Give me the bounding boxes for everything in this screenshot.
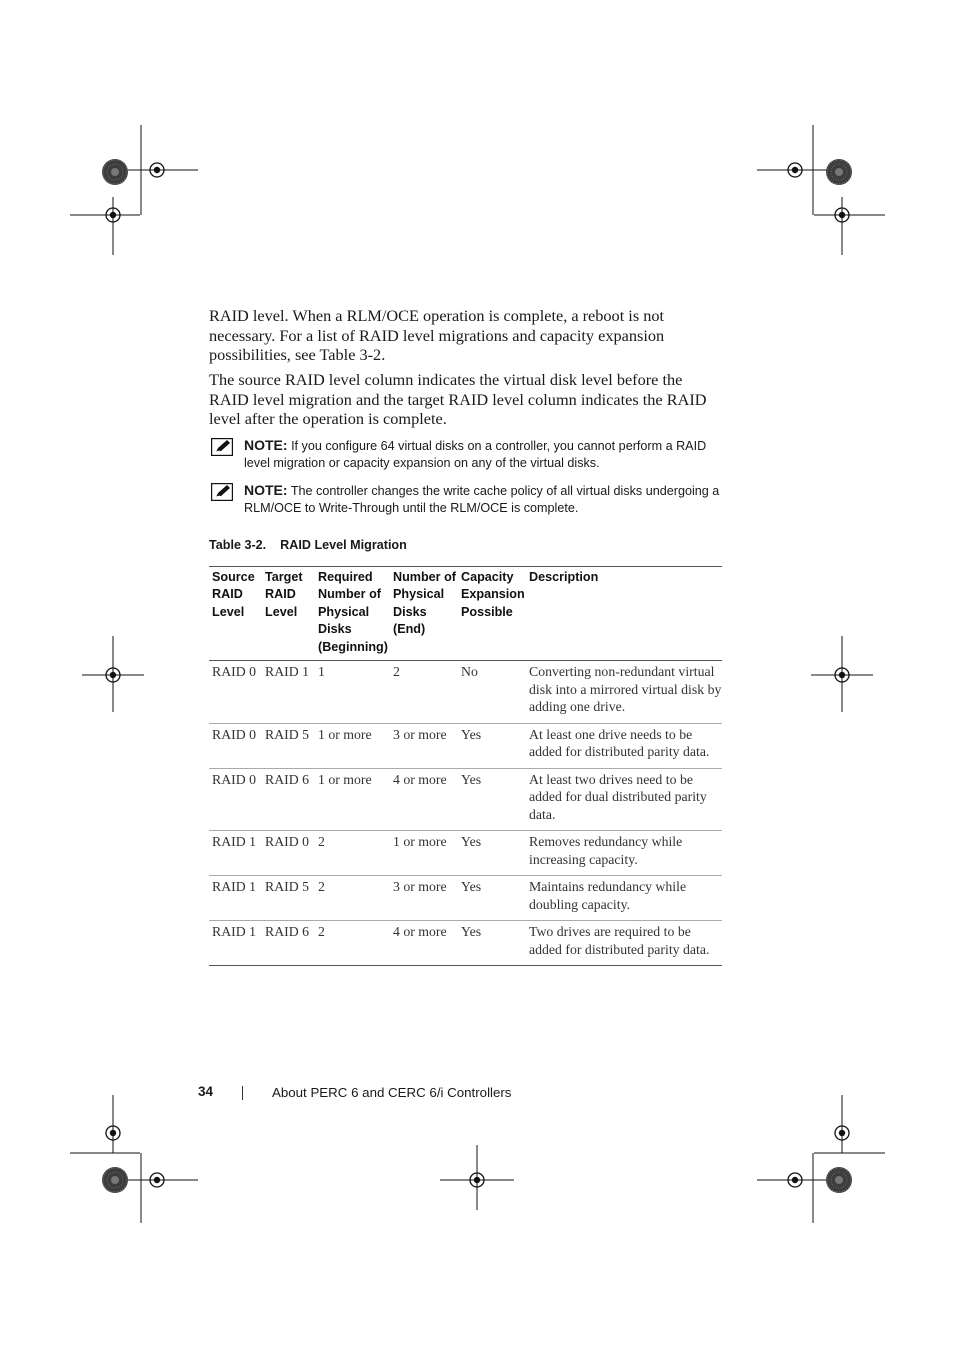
cell-end: 4 or more — [393, 924, 447, 940]
cell-expansion: Yes — [458, 768, 526, 831]
cell-description: Two drives are required to be added for distributed parity data. — [529, 924, 710, 957]
table-row — [209, 768, 722, 831]
header-description: Description — [526, 567, 722, 661]
table-title: RAID Level Migration — [280, 538, 407, 552]
cell-source: RAID 0 — [209, 723, 262, 768]
cell-source: RAID 0 — [209, 661, 262, 724]
cell-description: Maintains redundancy while doubling capacity. — [526, 876, 722, 921]
cell-description: Removes redundancy while increasing capacity. — [526, 831, 722, 876]
cell-target: RAID 5 — [262, 876, 315, 921]
header-capacity-expansion: Capacity Expansion Possible — [458, 567, 526, 661]
cell-end: 4 or more — [390, 768, 458, 831]
cell-end: 3 or more — [390, 876, 458, 921]
cell-required: 2 — [318, 924, 325, 940]
source-target-paragraph: The source RAID level column indicates the virtual disk level before the RAID level migration and the target RAID level column indicates the RAID level after the operation is complete. — [209, 370, 707, 429]
cell-end: 2 — [390, 661, 458, 724]
footer-divider — [242, 1086, 243, 1100]
cell-source: RAID 1 — [209, 876, 262, 921]
note-64-virtual-disks — [209, 437, 729, 472]
note-emphasis: Write-Through — [318, 501, 400, 515]
cell-source: RAID 1 — [212, 924, 257, 940]
note-text-after: until the RLM/OCE is complete. — [402, 501, 579, 515]
cell-target: RAID 0 — [262, 831, 315, 876]
cell-target: RAID 5 — [262, 723, 315, 768]
cell-required: 1 — [315, 661, 390, 724]
cell-target: RAID 1 — [262, 661, 315, 724]
cell-end: 3 or more — [390, 723, 458, 768]
table-row — [209, 876, 722, 921]
pencil-note-icon — [211, 483, 233, 501]
note-text-before: The controller changes the write cache policy of all virtual disks undergoing a RLM/OCE to — [244, 484, 720, 515]
cell-required: 2 — [315, 831, 390, 876]
table-row — [209, 661, 722, 724]
cell-target: RAID 6 — [265, 924, 310, 940]
table-header-row — [209, 567, 722, 661]
intro-paragraph: RAID level. When a RLM/OCE operation is complete, a reboot is not necessary. For a list of RAID level migrations and capacity expansion possibilities, see Table 3-2. — [209, 306, 665, 365]
cell-expansion: No — [458, 661, 526, 724]
cell-expansion: Yes — [458, 831, 526, 876]
cell-description: At least two drives need to be added for dual distributed parity data. — [526, 768, 722, 831]
raid-level-migration-table — [209, 566, 722, 966]
header-target-raid-level: Target RAID Level — [262, 567, 315, 661]
header-required-disks-beginning: Required Number of Physical Disks (Beginning) — [315, 567, 390, 661]
table-caption — [209, 538, 407, 552]
pencil-note-icon — [211, 438, 233, 456]
cell-target: RAID 6 — [262, 768, 315, 831]
footer-section-title: About PERC 6 and CERC 6/i Controllers — [272, 1085, 512, 1100]
note-label: NOTE: — [244, 482, 288, 498]
cell-required: 1 or more — [315, 723, 390, 768]
header-disks-end: Number of Physical Disks (End) — [390, 567, 458, 661]
table-number: Table 3-2. — [209, 538, 267, 552]
page-number: 34 — [198, 1084, 214, 1099]
cell-end: 1 or more — [390, 831, 458, 876]
table-row — [209, 831, 722, 876]
cell-description: At least one drive needs to be added for distributed parity data. — [526, 723, 722, 768]
note-text: If you configure 64 virtual disks on a controller, you cannot perform a RAID level migration or capacity expansion on any of the virtual disks. — [244, 439, 707, 470]
table-row — [209, 921, 722, 966]
cell-source: RAID 0 — [209, 768, 262, 831]
cell-expansion: Yes — [458, 723, 526, 768]
note-label: NOTE: — [244, 437, 288, 453]
cell-description: Converting non-redundant virtual disk into a mirrored virtual disk by adding one drive. — [526, 661, 722, 724]
cell-required: 2 — [315, 876, 390, 921]
cell-expansion: Yes — [461, 924, 482, 940]
table-row — [209, 723, 722, 768]
header-source-raid-level: Source RAID Level — [209, 567, 262, 661]
cell-expansion: Yes — [458, 876, 526, 921]
note-write-cache-policy — [209, 482, 729, 517]
cell-source: RAID 1 — [209, 831, 262, 876]
cell-required: 1 or more — [315, 768, 390, 831]
